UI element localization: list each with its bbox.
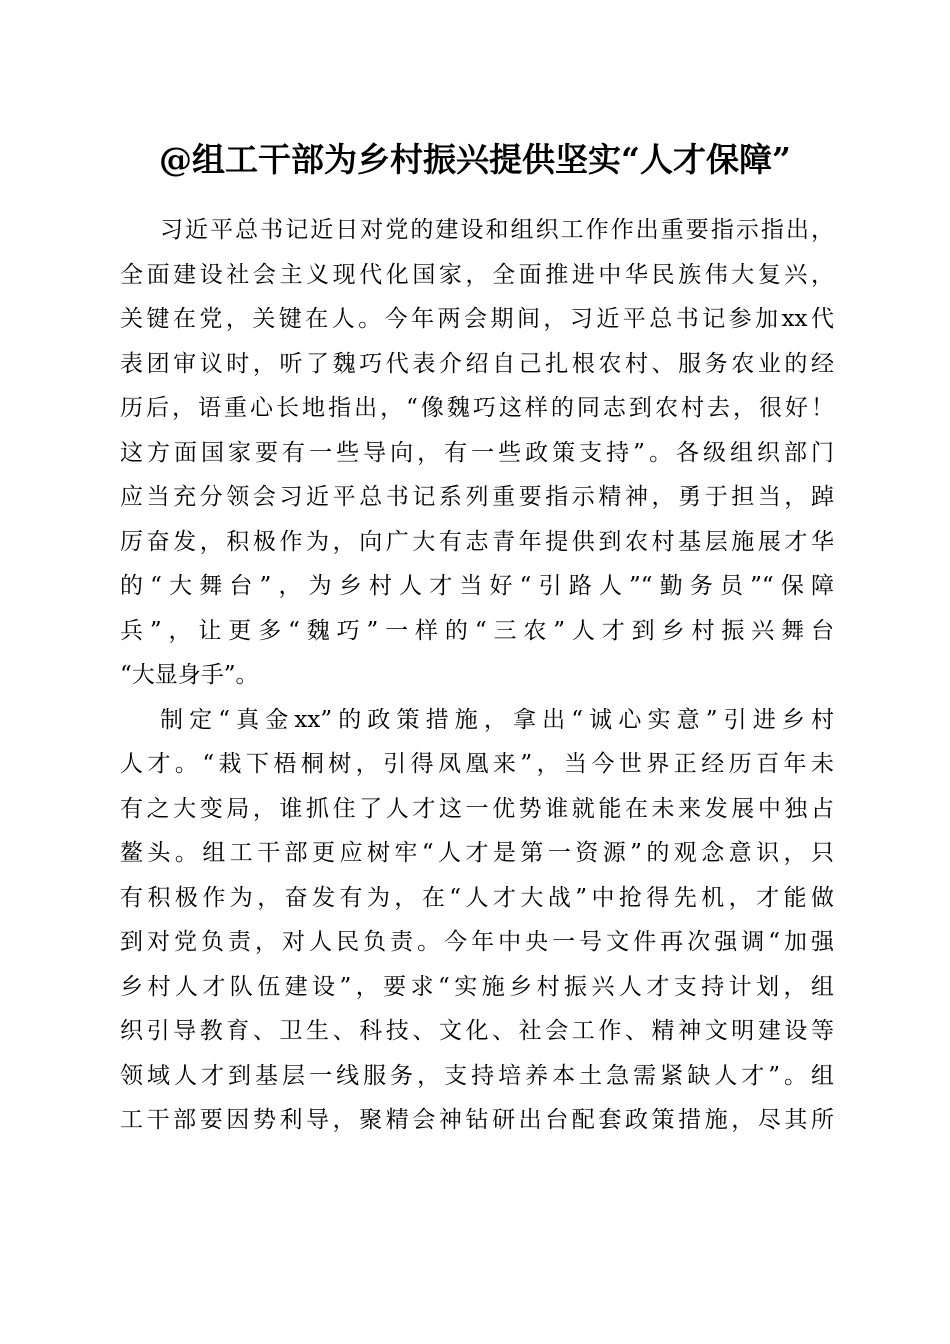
text-line: 人才。“栽下梧桐树，引得凤凰来”，当今世界正经历百年未 bbox=[120, 751, 834, 777]
text-line: 兵”，让更多“魏巧”一样的“三农”人才到乡村振兴舞台 bbox=[120, 617, 834, 644]
paragraph-2 bbox=[120, 698, 834, 1143]
text-line: “大显身手”。 bbox=[120, 662, 259, 688]
text-line: 这方面国家要有一些导向，有一些政策支持”。各级组织部门 bbox=[120, 439, 834, 466]
text-line: 表团审议时，听了魏巧代表介绍自己扎根农村、服务农业的经 bbox=[120, 350, 834, 377]
document-title: @组工干部为乡村振兴提供坚实“人才保障” bbox=[159, 140, 791, 179]
text-line: 领域人才到基层一线服务，支持培养本土急需紧缺人才”。组 bbox=[120, 1062, 834, 1089]
text-line: 历后，语重心长地指出，“像魏巧这样的同志到农村去，很好！ bbox=[120, 395, 834, 421]
document-body bbox=[120, 208, 834, 1143]
text-line: 鳌头。组工干部更应树牢“人才是第一资源”的观念意识，只 bbox=[120, 840, 834, 866]
text-line: 工干部要因势利导，聚精会神钻研出台配套政策措施，尽其所 bbox=[120, 1107, 834, 1133]
text-line: 习近平总书记近日对党的建设和组织工作作出重要指示指出， bbox=[160, 217, 834, 243]
text-line: 应当充分领会习近平总书记系列重要指示精神，勇于担当，踔 bbox=[120, 484, 834, 510]
text-line: 织引导教育、卫生、科技、文化、社会工作、精神文明建设等 bbox=[120, 1018, 834, 1044]
text-line: 有积极作为，奋发有为，在“人才大战”中抢得先机，才能做 bbox=[120, 884, 834, 911]
text-line: 乡村人才队伍建设”，要求“实施乡村振兴人才支持计划，组 bbox=[120, 973, 834, 1000]
text-line: 全面建设社会主义现代化国家，全面推进中华民族伟大复兴， bbox=[120, 261, 834, 288]
text-line: 厉奋发，积极作为，向广大有志青年提供到农村基层施展才华 bbox=[120, 528, 834, 555]
text-line: 制定“真金xx”的政策措施，拿出“诚心实意”引进乡村 bbox=[160, 706, 834, 733]
text-line: 到对党负责，对人民负责。今年中央一号文件再次强调“加强 bbox=[120, 929, 834, 955]
text-line: 有之大变局，谁抓住了人才这一优势谁就能在未来发展中独占 bbox=[120, 795, 834, 822]
text-line: 关键在党，关键在人。今年两会期间，习近平总书记参加xx代 bbox=[120, 306, 834, 332]
text-line: 的“大舞台”，为乡村人才当好“引路人”“勤务员”“保障 bbox=[120, 573, 834, 599]
paragraph-1 bbox=[120, 208, 834, 698]
